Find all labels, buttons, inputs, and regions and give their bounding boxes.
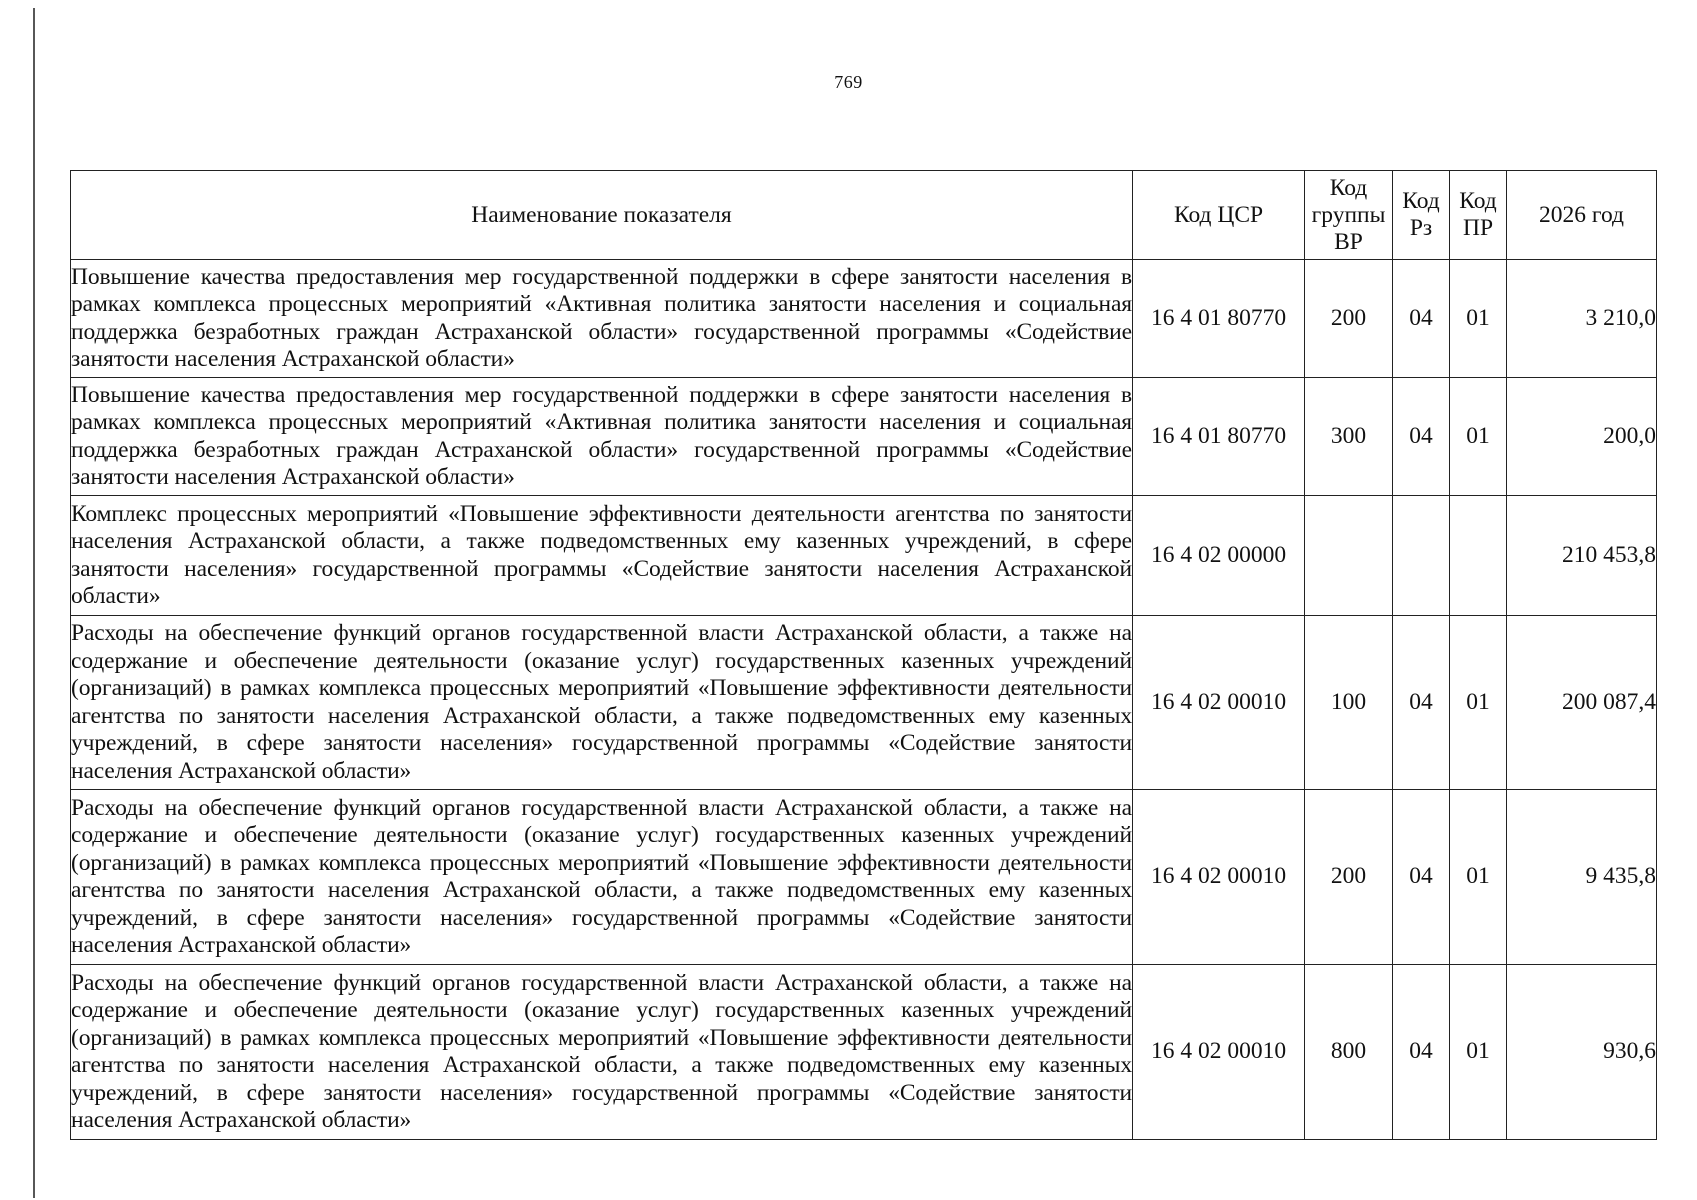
table-row — [71, 616, 1657, 790]
indicator-name: Расходы на обеспечение функций органов государственной власти Астраханской области, а также на содержание и обеспечение деятельности (оказание услуг) государственных казенных учреждений (организаций) в рамках комплекса процессных мероприятий «Повышение эффективности деятельности агентства по занятости населения Астраханской области, а также подведомственных ему казенных учреждений, в сфере занятости населения» государственной программы «Содействие занятости населения Астраханской области» — [71, 616, 1133, 790]
csr-code: 16 4 02 00010 — [1133, 790, 1305, 965]
indicator-name: Повышение качества предоставления мер государственной поддержки в сфере занятости населения в рамках комплекса процессных мероприятий «Активная политика занятости населения и социальная поддержка безработных граждан Астраханской области» государственной программы «Содействие занятости населения Астраханской области» — [71, 378, 1133, 496]
vr-group-code — [1305, 496, 1393, 616]
pr-code — [1450, 496, 1507, 616]
header-rz-code: Код Рз — [1393, 171, 1450, 260]
table-row — [71, 378, 1657, 496]
table-row — [71, 496, 1657, 616]
header-pr-code: Код ПР — [1450, 171, 1507, 260]
indicator-name: Расходы на обеспечение функций органов государственной власти Астраханской области, а также на содержание и обеспечение деятельности (оказание услуг) государственных казенных учреждений (организаций) в рамках комплекса процессных мероприятий «Повышение эффективности деятельности агентства по занятости населения Астраханской области, а также подведомственных ему казенных учреждений, в сфере занятости населения» государственной программы «Содействие занятости населения Астраханской области» — [71, 965, 1133, 1140]
rz-code: 04 — [1393, 378, 1450, 496]
amount-2026: 210 453,8 — [1507, 496, 1657, 616]
table-row — [71, 790, 1657, 965]
pr-code: 01 — [1450, 616, 1507, 790]
vr-group-code: 300 — [1305, 378, 1393, 496]
header-csr-code: Код ЦСР — [1133, 171, 1305, 260]
csr-code: 16 4 01 80770 — [1133, 378, 1305, 496]
rz-code — [1393, 496, 1450, 616]
amount-2026: 200,0 — [1507, 378, 1657, 496]
vr-group-code: 100 — [1305, 616, 1393, 790]
header-name: Наименование показателя — [71, 171, 1133, 260]
indicator-name: Повышение качества предоставления мер государственной поддержки в сфере занятости населения в рамках комплекса процессных мероприятий «Активная политика занятости населения и социальная поддержка безработных граждан Астраханской области» государственной программы «Содействие занятости населения Астраханской области» — [71, 260, 1133, 378]
amount-2026: 200 087,4 — [1507, 616, 1657, 790]
csr-code: 16 4 02 00010 — [1133, 616, 1305, 790]
rz-code: 04 — [1393, 260, 1450, 378]
pr-code: 01 — [1450, 378, 1507, 496]
table-row — [71, 965, 1657, 1140]
table-row — [71, 260, 1657, 378]
amount-2026: 3 210,0 — [1507, 260, 1657, 378]
csr-code: 16 4 02 00000 — [1133, 496, 1305, 616]
amount-2026: 930,6 — [1507, 965, 1657, 1140]
pr-code: 01 — [1450, 260, 1507, 378]
csr-code: 16 4 01 80770 — [1133, 260, 1305, 378]
rz-code: 04 — [1393, 965, 1450, 1140]
page-number: 769 — [834, 72, 863, 92]
amount-2026: 9 435,8 — [1507, 790, 1657, 965]
rz-code: 04 — [1393, 616, 1450, 790]
vr-group-code: 200 — [1305, 790, 1393, 965]
binding-margin-line — [33, 8, 35, 1198]
vr-group-code: 800 — [1305, 965, 1393, 1140]
header-year: 2026 год — [1507, 171, 1657, 260]
pr-code: 01 — [1450, 965, 1507, 1140]
table-header-row — [71, 171, 1657, 260]
budget-table — [70, 170, 1657, 1140]
header-vr-group-code: Код группы ВР — [1305, 171, 1393, 260]
rz-code: 04 — [1393, 790, 1450, 965]
pr-code: 01 — [1450, 790, 1507, 965]
indicator-name: Расходы на обеспечение функций органов государственной власти Астраханской области, а также на содержание и обеспечение деятельности (оказание услуг) государственных казенных учреждений (организаций) в рамках комплекса процессных мероприятий «Повышение эффективности деятельности агентства по занятости населения Астраханской области, а также подведомственных ему казенных учреждений, в сфере занятости населения» государственной программы «Содействие занятости населения Астраханской области» — [71, 790, 1133, 965]
csr-code: 16 4 02 00010 — [1133, 965, 1305, 1140]
indicator-name: Комплекс процессных мероприятий «Повышение эффективности деятельности агентства по занятости населения Астраханской области, а также подведомственных ему казенных учреждений, в сфере занятости населения» государственной программы «Содействие занятости населения Астраханской области» — [71, 496, 1133, 616]
vr-group-code: 200 — [1305, 260, 1393, 378]
